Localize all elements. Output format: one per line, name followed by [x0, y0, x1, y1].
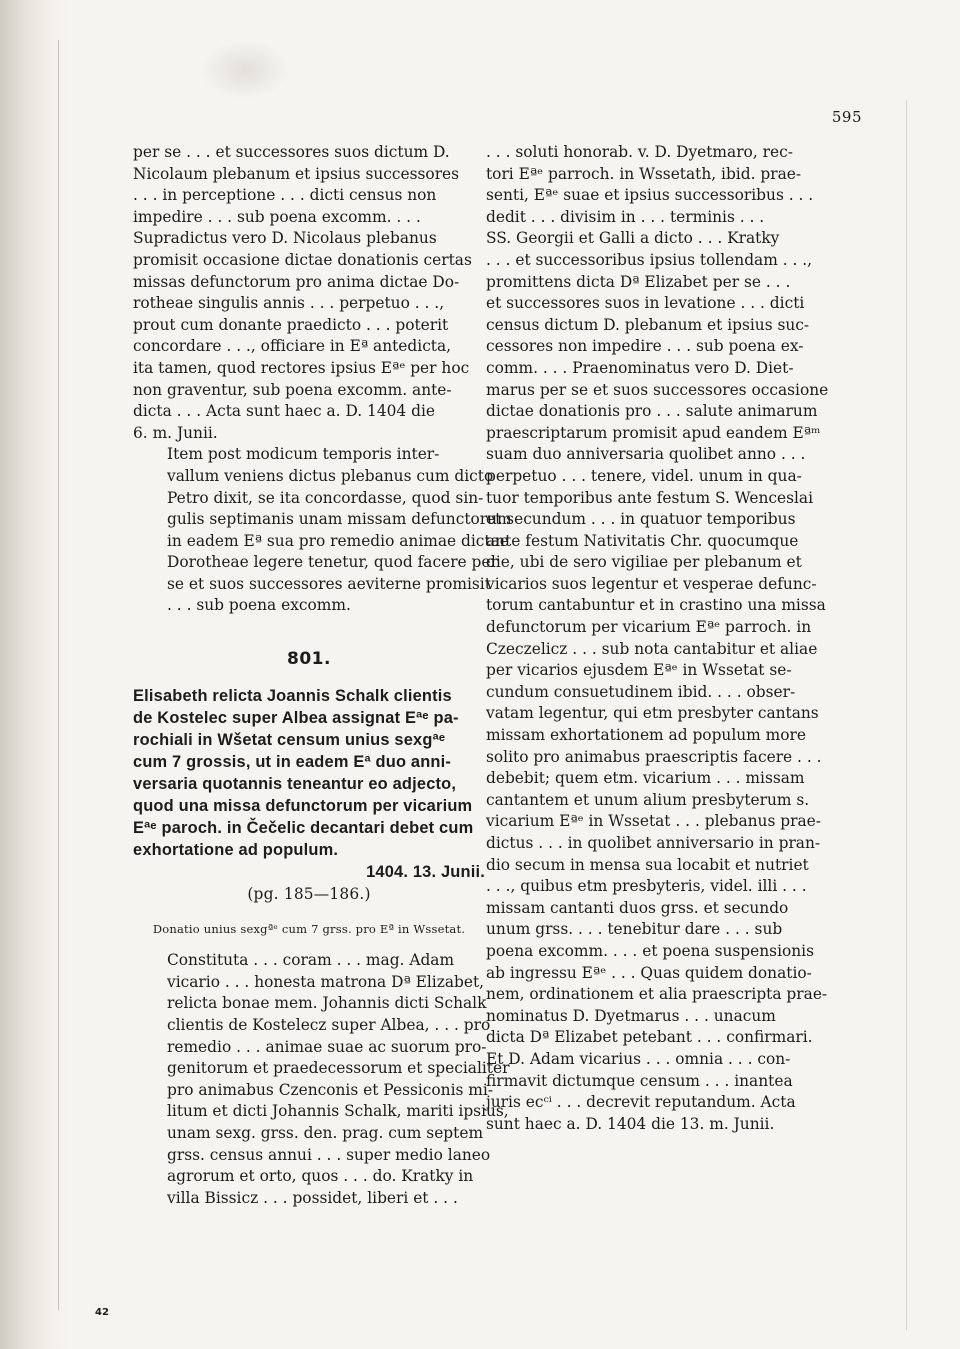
text-line: marus per se et suos successores occasione: [486, 380, 829, 399]
text-line: cum 7 grossis, ut in eadem Eª duo anni-: [133, 752, 452, 771]
text-line: missam cantanti duos grss. et secundo: [486, 898, 789, 917]
heading-reference: (pg. 185—186.): [247, 884, 371, 903]
text-line: praescriptarum promisit apud eandem Eªᵐ: [486, 423, 821, 442]
text-line: impedire . . . sub poena excomm. . . .: [133, 207, 421, 226]
text-line: Petro dixit, se ita concordasse, quod sin-: [167, 488, 484, 507]
text-line: solito pro animabus praescriptis facere . . .: [486, 747, 822, 766]
text-line: rotheae singulis annis . . . perpetuo . . .,: [133, 294, 445, 313]
text-line: Et D. Adam vicarius . . . omnia . . . con-: [486, 1049, 791, 1068]
text-line: 6. m. Junii.: [133, 423, 218, 442]
text-line: tuor temporibus ante festum S. Wenceslai: [486, 488, 814, 507]
text-line: gulis septimanis unam missam defunctorum: [167, 510, 512, 529]
heading-date: 1404. 13. Junii.: [366, 862, 485, 881]
text-line: perpetuo . . . tenere, videl. unum in qua-: [486, 466, 802, 485]
text-line: versaria quotannis teneantur eo adjecto,: [133, 774, 457, 793]
text-line: suam duo anniversaria quolibet anno . . .: [486, 445, 806, 464]
text-line: grss. census annui . . . super medio laneo: [167, 1145, 491, 1164]
text-line: et secundum . . . in quatuor temporibus: [486, 510, 796, 529]
text-line: dictae donationis pro . . . salute animarum: [486, 402, 818, 421]
text-line: debebit; quem etm. vicarium . . . missam: [486, 769, 805, 788]
text-line: juris ecᶜⁱ . . . decrevit reputandum. Acta: [486, 1093, 796, 1112]
text-line: per vicarios ejusdem Eªᵉ in Wssetat se-: [486, 661, 792, 680]
text-line: cessores non impedire . . . sub poena ex-: [486, 337, 804, 356]
text-line: quod una missa defunctorum per vicarium: [133, 796, 473, 815]
text-line: clientis de Kostelecz super Albea, . . . pro: [167, 1016, 491, 1035]
text-line: die, ubi de sero vigiliae per plebanum et: [486, 553, 802, 572]
text-line: . . . et successoribus ipsius tollendam . . .,: [486, 250, 813, 269]
right-paragraph: [486, 142, 850, 1135]
left-paragraph-3: [133, 950, 510, 1209]
text-line: dicta Dª Elizabet petebant . . . confirmari.: [486, 1028, 813, 1047]
left-paragraph-1: [133, 142, 485, 444]
text-line: nem, ordinationem et alia praescripta prae-: [486, 985, 828, 1004]
text-line: vatam legentur, qui etm presbyter cantans: [486, 704, 819, 723]
text-line: de Kostelec super Albea assignat Eªᵉ pa-: [133, 708, 459, 727]
text-line: in eadem Eª sua pro remedio animae dictae: [167, 531, 509, 550]
text-line: unum grss. . . . tenebitur dare . . . sub: [486, 920, 783, 939]
text-line: Elisabeth relicta Joannis Schalk clientis: [133, 686, 452, 705]
text-line: genitorum et praedecessorum et specialiter: [167, 1059, 510, 1078]
text-line: missam exhortationem ad populum more: [486, 726, 806, 745]
text-line: tori Eªᵉ parroch. in Wssetath, ibid. prae-: [486, 164, 802, 183]
text-line: . . . soluti honorab. v. D. Dyetmaro, rec-: [486, 143, 793, 161]
text-line: se et suos successores aeviterne promisit: [167, 574, 491, 593]
text-line: . . ., quibus etm presbyteris, videl. illi . . .: [486, 877, 807, 896]
text-line: remedio . . . animae suae ac suorum pro-: [167, 1037, 487, 1056]
text-line: relicta bonae mem. Johannis dicti Schalk: [167, 994, 487, 1013]
text-line: sunt haec a. D. 1404 die 13. m. Junii.: [486, 1114, 775, 1133]
text-line: firmavit dictumque censum . . . inantea: [486, 1071, 793, 1090]
text-line: promisit occasione dictae donationis certas: [133, 250, 472, 269]
text-line: census dictum D. plebanum et ipsius suc-: [486, 315, 810, 334]
binding-shadow: [0, 0, 70, 1349]
text-line: Dorotheae legere tenetur, quod facere per: [167, 553, 498, 572]
text-line: nominatus D. Dyetmarus . . . unacum: [486, 1006, 776, 1025]
text-line: vallum veniens dictus plebanus cum dicto: [167, 466, 494, 485]
text-line: villa Bissicz . . . possidet, liberi et . . .: [167, 1188, 458, 1207]
text-line: ita tamen, quod rectores ipsius Eªᵉ per hoc: [133, 358, 470, 377]
text-line: missas defunctorum pro anima dictae Do-: [133, 272, 460, 291]
document-note: Donatio unius sexgªᵉ cum 7 grss. pro Eª in Wssetat.: [152, 921, 466, 936]
text-line: vicarium Eªᵉ in Wssetat . . . plebanus prae-: [486, 812, 821, 831]
text-line: SS. Georgii et Galli a dicto . . . Kratky: [486, 229, 780, 248]
text-line: . . . in perceptione . . . dicti census non: [133, 186, 437, 205]
text-line: litum et dicti Johannis Schalk, mariti ipsius,: [167, 1102, 509, 1121]
text-line: poena excomm. . . . et poena suspensionis: [486, 941, 814, 960]
text-line: . . . sub poena excomm.: [167, 596, 351, 615]
document-number: 801.: [287, 649, 331, 670]
text-line: dicta . . . Acta sunt haec a. D. 1404 die: [133, 402, 435, 421]
text-line: dio secum in mensa sua locabit et nutriet: [486, 855, 809, 874]
text-line: cundum consuetudinem ibid. . . . obser-: [486, 682, 796, 701]
text-line: torum cantabuntur et in crastino una missa: [486, 596, 826, 615]
text-line: Item post modicum temporis inter-: [167, 445, 440, 464]
text-line: agrorum et orto, quos . . . do. Kratky in: [167, 1167, 474, 1186]
text-line: et successores suos in levatione . . . dicti: [486, 294, 805, 313]
text-line: cantantem et unum alium presbyterum s.: [486, 790, 810, 809]
text-line: Nicolaum plebanum et ipsius successores: [133, 164, 460, 183]
text-line: defunctorum per vicarium Eªᵉ parroch. in: [486, 618, 812, 637]
text-line: exhortatione ad populum.: [133, 840, 339, 859]
text-line: pro animabus Czenconis et Pessiconis mi-: [167, 1080, 494, 1099]
text-line: dedit . . . divisim in . . . terminis . . .: [486, 207, 765, 226]
page-number: 595: [831, 108, 862, 126]
text-line: non graventur, sub poena excomm. ante-: [133, 380, 452, 399]
text-line: Czeczelicz . . . sub nota cantabitur et aliae: [486, 639, 818, 658]
text-line: vicarios suos legentur et vesperae defunc-: [486, 574, 817, 593]
text-line: dictus . . . in quolibet anniversario in pran-: [486, 834, 821, 852]
signature-mark: 42: [95, 1307, 109, 1318]
text-line: prout cum donante praedicto . . . poterit: [133, 315, 449, 334]
text-line: ab ingressu Eªᵉ . . . Quas quidem donatio-: [486, 963, 812, 982]
left-paragraph-2: [133, 444, 512, 617]
text-line: concordare . . ., officiare in Eª antedicta,: [133, 337, 452, 356]
right-column: [486, 142, 850, 1135]
document-heading: [133, 685, 485, 905]
left-column: [133, 142, 512, 1209]
text-line: Supradictus vero D. Nicolaus plebanus: [133, 229, 437, 248]
right-margin-rule: [906, 100, 907, 1330]
text-line: unam sexg. grss. den. prag. cum septem: [167, 1124, 484, 1142]
text-line: comm. . . . Praenominatus vero D. Diet-: [486, 358, 794, 377]
text-line: promittens dicta Dª Elizabet per se . . .: [486, 272, 791, 291]
text-line: vicario . . . honesta matrona Dª Elizabet,: [167, 972, 485, 991]
text-line: senti, Eªᵉ suae et ipsius successoribus . . .: [486, 186, 814, 205]
binding-edge: [58, 40, 59, 1310]
text-line: per se . . . et successores suos dictum D.: [133, 143, 450, 161]
text-line: rochiali in Wšetat censum unius sexgªᵉ: [133, 730, 446, 749]
text-line: Constituta . . . coram . . . mag. Adam: [167, 951, 455, 970]
text-line: ante festum Nativitatis Chr. quocumque: [486, 531, 799, 550]
scan-stain: [200, 40, 290, 100]
text-line: Eªᵉ paroch. in Čečelic decantari debet cum: [133, 818, 474, 837]
